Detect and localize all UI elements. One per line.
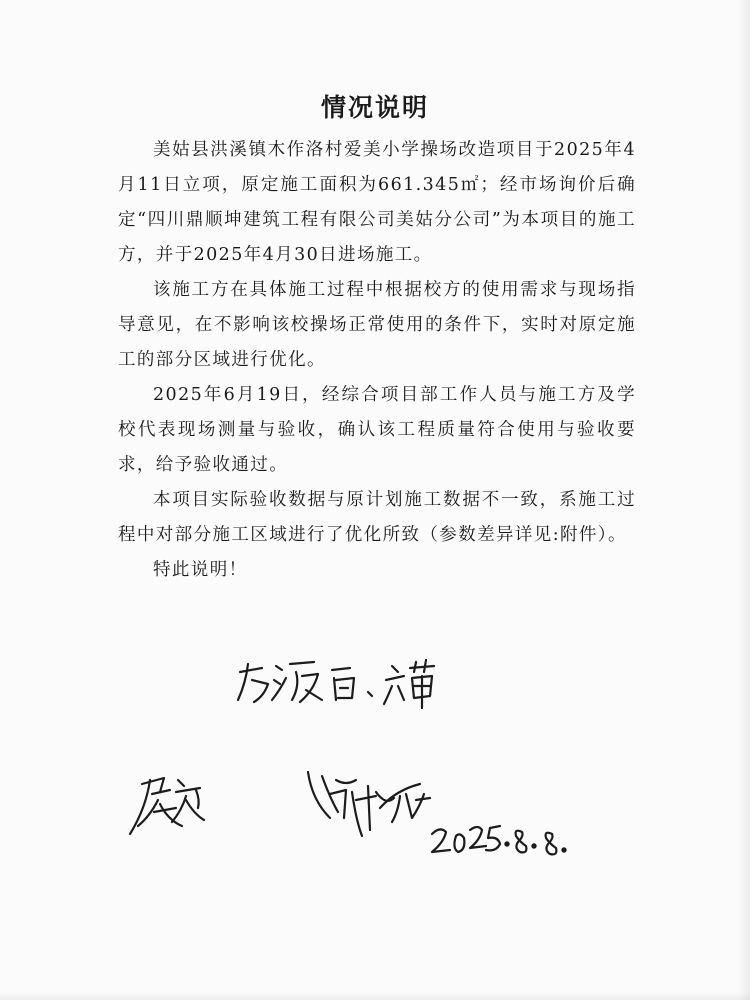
signature-date <box>432 826 566 854</box>
paragraph-4: 本项目实际验收数据与原计划施工数据不一致，系施工过程中对部分施工区域进行了优化所致（参数差异详见:附件）。 <box>118 490 636 545</box>
signature-name-2 <box>384 660 434 708</box>
signature-separator <box>368 692 372 696</box>
paragraph-1: 美姑县洪溪镇木作洛村爱美小学操场改造项目于2025年4月11日立项，原定施工面积为661.345㎡；经市场询价后确定“四川鼎顺坤建筑工程有限公司美姑分公司”为本项目的施工方，并于2025年4月30日进场施工。 <box>118 140 636 265</box>
scan-shadow-right <box>738 0 750 1000</box>
signature-name-3 <box>130 778 204 834</box>
paragraph-2: 该施工方在具体施工过程中根据校方的使用需求与现场指导意见，在不影响该校操场正常使用的条件下，实时对原定施工的部分区域进行优化。 <box>118 280 636 370</box>
closing-statement: 特此说明！ <box>153 560 248 580</box>
signature-name-4 <box>308 772 430 836</box>
paragraph-3: 2025年6月19日，经综合项目部工作人员与施工方及学校代表现场测量与验收，确认该工程质量符合使用与验收要求，给予验收通过。 <box>118 385 636 475</box>
document-title: 情况说明 <box>320 93 429 122</box>
signature-name-1 <box>238 662 354 702</box>
scan-shadow-bottom <box>0 992 750 1000</box>
